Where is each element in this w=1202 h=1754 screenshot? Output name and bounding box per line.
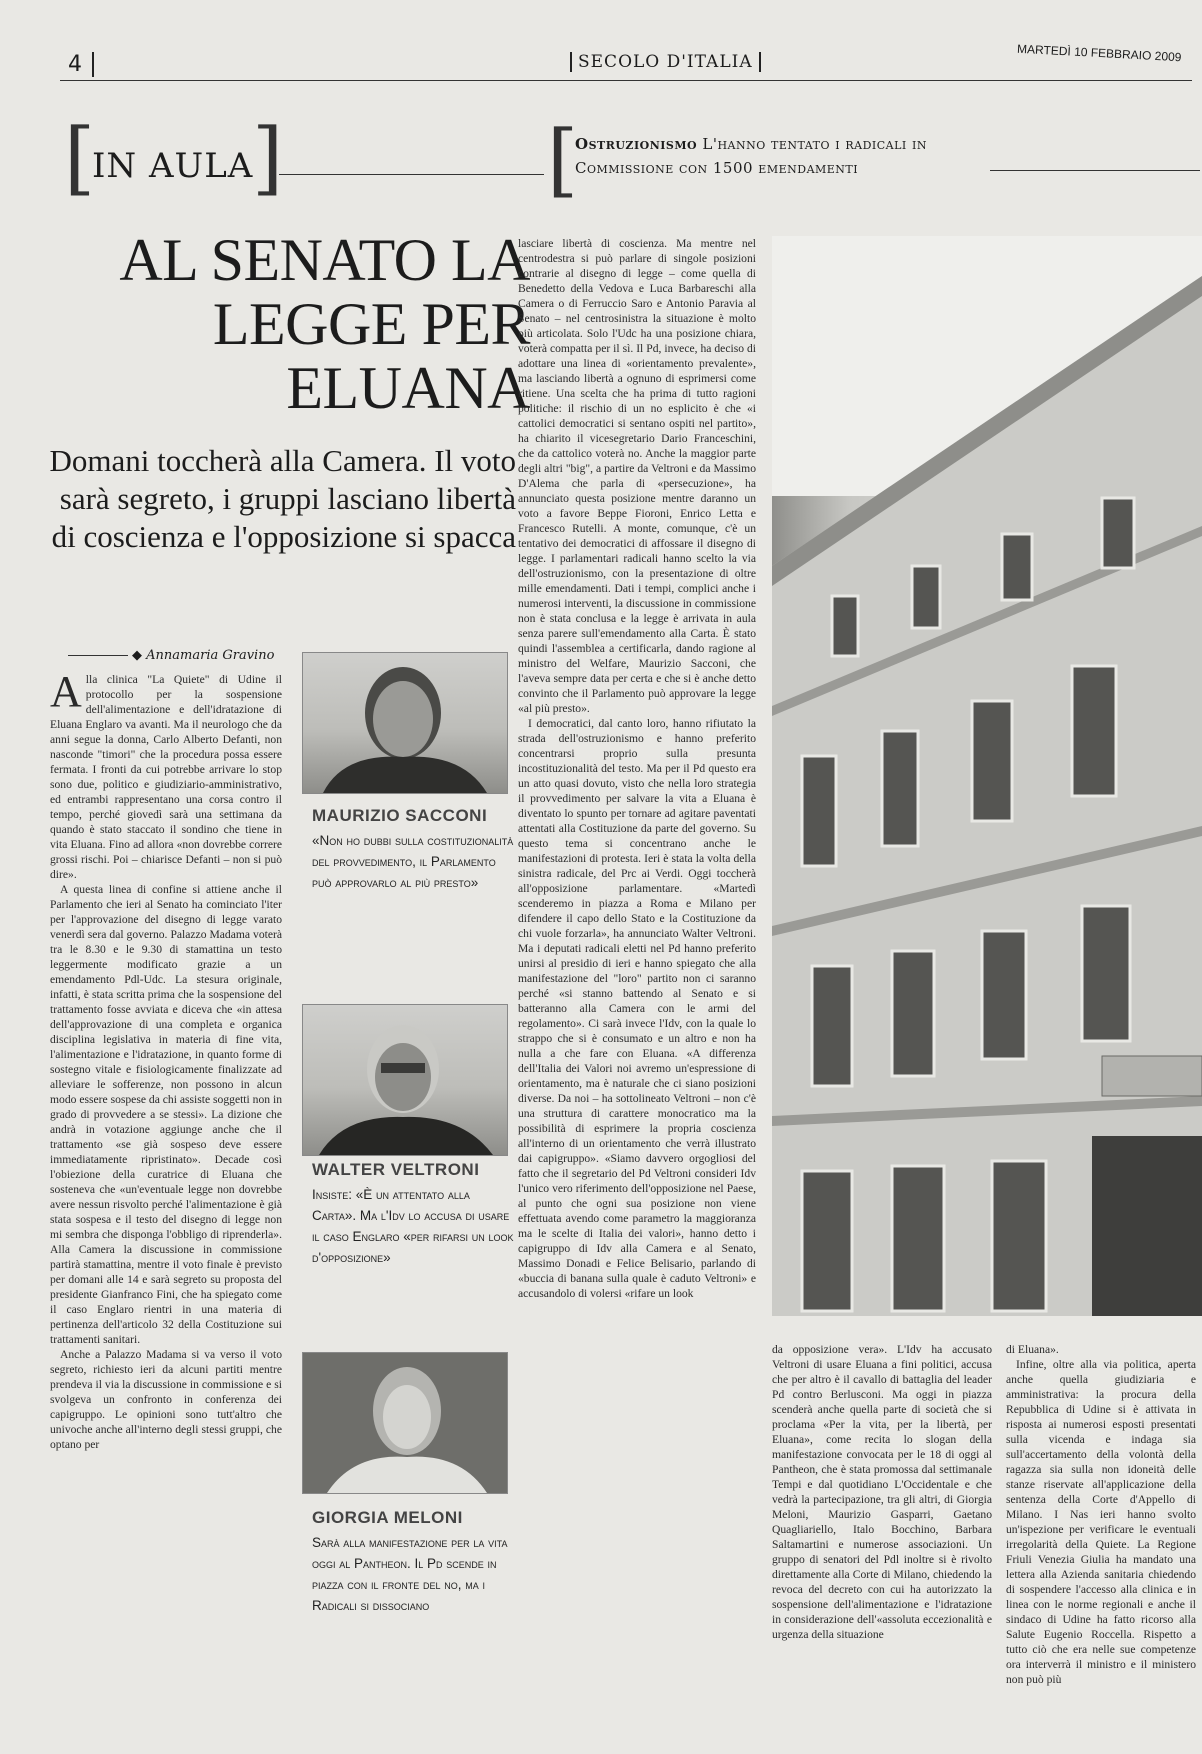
byline-author: Annamaria Gravino: [146, 648, 275, 663]
paragraph: di Eluana».: [1006, 1343, 1059, 1356]
paragraph: Anche a Palazzo Madama si va verso il voto segreto, richiesto ieri da alcuni partiti mentre prendeva il via la discussione in commissione e si svolgeva un confronto in conferenza dei capigruppo. Le opinioni sono tutt'altro che univoche anche all'interno degli stessi gruppi, che optano per: [50, 1348, 282, 1451]
bracket-open-icon: [: [64, 111, 96, 204]
portrait-silhouette-icon: [303, 653, 507, 793]
byline-rule: [68, 655, 128, 656]
bracket-open-icon: [: [547, 113, 579, 206]
kicker-bold: Ostruzionismo: [575, 135, 698, 153]
byline: ◆ Annamaria Gravino: [68, 648, 288, 663]
page-number: 4: [68, 52, 94, 77]
portrait-silhouette-icon: [303, 1005, 507, 1155]
headline: AL SENATO LA LEGGE PER ELUANA: [119, 227, 530, 421]
kicker-rule: [990, 170, 1200, 171]
article-column-3: [772, 1342, 992, 1742]
kicker-text: [575, 132, 967, 180]
sidebar-name: WALTER VELTRONI: [312, 1160, 480, 1179]
drop-cap: A: [50, 672, 82, 716]
paragraph: da opposizione vera». L'Idv ha accusato Veltroni di usare Eluana a fini politici, accusa che per altro è il cavallo di battaglia del leader Pd contro Berlusconi. Ma oggi in piazza scenderà anche quella parte di società che si proclama «Per la vita, per la libertà, per Eluana», come recita lo slogan della manifestazione convocata per le 18 di oggi al Pantheon, che è stata promossa dal settimanale Tempi e dal quotidiano L'Occidentale e che vedrà la partecipazione, tra gli altri, di Giorgia Meloni, Maurizio Gasparri, Gaetano Quagliariello, Italo Bocchino, Barbara Saltamartini e numerose associazioni. Un gruppo di senatori del Pdl inoltre si è rivolto direttamente alla Corte di Milano, chiedendo la revoca del decreto con cui ha autorizzato la sospensione dell'alimentazione e l'idratazione in considerazione dell'«assoluta eccezionalità e urgenza della situazione: [772, 1343, 992, 1641]
sidebar-quote: «Non ho dubbi sulla costituzionalità del provvedimento, il Parlamento può approvarlo al più presto»: [312, 833, 514, 890]
kicker-body: L'hanno tentato i radicali in Commissione con 1500 emendamenti: [575, 135, 927, 177]
sidebar-quote: Insiste: «È un attentato alla Carta». Ma l'Idv lo accusa di usare il caso Englaro «per rifarsi un look d'opposizione»: [312, 1187, 514, 1265]
portrait-sacconi: [302, 652, 508, 794]
building-facade-icon: [772, 236, 1202, 1316]
paragraph: I democratici, dal canto loro, hanno rifiutato la strada dell'ostruzionismo e hanno preferito concentrarsi proprio sulla presunta incostituzionalità del testo. Ma per il Pd questo era un atto quasi dovuto, visto che nella loro strategia il provvedimento per salvare la vita a Eluana è diventato lo spunto per tornare ad agitare paventati attentati alla Costituzione da parte del governo. Su questo tema si concentrano anche le manifestazioni di protesta. Ieri è stata la volta della sinistra radicale, del Prc ai Verdi. Oggi toccherà all'opposizione parlamentare. «Martedì scenderemo in piazza a Roma e Milano per difendere il capo dello Stato e la Costituzione da chi vuole forzarla», ha annunciato Walter Veltroni. Ma i deputati radicali eletti nel Pd hanno preferito unirsi al presidio di ieri e hanno spiegato che alla manifestazione del "loro" partito non ci saranno perché «si stanno battendo al Senato e si batteranno alla Camera con le armi del regolamento». Ci sarà invece l'Idv, con la quale lo strappo che si è consumato e un altro e non ha nulla a che fare con Eluana. «A differenza dell'Italia dei Valori noi avremo un'espressione di orientamento, ma è naturale che ci siano posizioni diverse. Da noi – ha sottolineato Veltroni – non c'è una struttura di carattere monocratico ma la possibilità di esprimere la propria coscienza all'interno di un orientamento che verrà illustrato dai capigruppo». «Siamo davvero orgogliosi del fatto che il segretario del Pd Veltroni consideri Idv l'unico vero riferimento dell'opposizione nel Paese, al punto che ogni sua posizione non viene effettuata avendo come parametro la maggioranza ma le scelte di Italia dei valori», hanno detto i capigruppo di Idv alla Camera e al Senato, Massimo Donadi e Felice Belisario, parlando di «buccia di banana sulla quale è caduto Veltroni» e accusandolo di volersi «rifare un look: [518, 717, 756, 1300]
paragraph: Infine, oltre alla via politica, aperta anche quella giudiziaria e amministrativa: la procura della Repubblica di Udine si è attivata in risposta ai numerosi esposti presentati sulla vicenda e indaga sia sull'accertamento della volontà della ragazza sia sulla non idoneità delle stanze riservate all'applicazione della sentenza della Corte d'Appello di Milano. I Nas ieri hanno svolto un'ispezione per verificare le eventuali irregolarità della Quiete. La Regione Friuli Venezia Giulia ha mandato una lettera alla Azienda sanitaria chiedendo di sospendere l'accesso alla clinica e in linea con le norme regionali e anche il sindaco di Udine ha fatto ricorso alla Salute Eugenio Roccella. Rispetto a tutto ciò che era nelle sue competenze ora interverrà il ministro e il ministero non può più: [1006, 1358, 1196, 1686]
masthead: [60, 41, 1192, 81]
section-rule: [279, 174, 544, 175]
palazzo-madama-photo: [772, 236, 1202, 1316]
article-column-1: [50, 672, 282, 1744]
sidebar-quote: Sarà alla manifestazione per la vita oggi al Pantheon. Il Pd scende in piazza con il fronte del no, ma i Radicali si dissociano: [312, 1535, 508, 1613]
kicker: [547, 113, 967, 206]
bracket-close-icon: ]: [252, 111, 284, 204]
deck: Domani toccherà alla Camera. Il voto sarà segreto, i gruppi lasciano libertà di coscienza e l'opposizione si spacca: [49, 443, 516, 554]
issue-date: MARTEDÌ 10 FEBBRAIO 2009: [1017, 41, 1183, 65]
portrait-silhouette-icon: [303, 1353, 507, 1493]
paragraph-text: lla clinica "La Quiete" di Udine il protocollo per la sospensione dell'alimentazione e dell'idratazione di Eluana Englaro va avanti. Ma il neurologo che da anni segue la donna, Carlo Alberto Defanti, non nasconde "timori" che la procedura possa essere fermata. I fronti da cui potrebbe arrivare lo stop sono due, politico e giudiziario-amministrativo, ed entrambi rappresentano una corsa contro il tempo, perché giovedì sarà una settimana da quando è stato staccato il sondino che tiene in vita Eluana. Fino ad allora «non dovrebbe correre grossi rischi. Poi – chiarisce Defanti – non si può dire».: [50, 673, 282, 881]
paragraph: [50, 672, 282, 882]
portrait-meloni: [302, 1352, 508, 1494]
publication-name: SECOLO D'ITALIA: [570, 52, 761, 72]
paragraph: lasciare libertà di coscienza. Ma mentre nel centrodestra si può parlare di singole posizioni contrarie al disegno di legge – come quella di Benedetto della Vedova e Luca Barbareschi alla Camera o di Ferruccio Saro e Antonio Paravia al Senato – nel centrosinistra la situazione è molto più articolata. Solo l'Udc ha una posizione chiara, voterà compatta per il sì. Il Pd, invece, ha deciso di adottare una linea di «orientamento prevalente», ma lasciando libertà a ognuno di esprimersi come ritiene. Una scelta che ha prima di tutto ragioni politiche: il rischio di un no esplicito è che «i cattolici democratici si sentano ospiti nel partito», ha chiarito il vicesegretario Dario Franceschini, che da cattolico voterà no. Anche la maggior parte degli altri "big", a partire da Veltroni e da Massimo D'Alema che parla di «persecuzione», ha annunciato questa posizione mentre daranno un voto a favore Beppe Fioroni, Enrico Letta e Francesco Rutelli. A monte, comunque, c'è un tentativo dei democratici di affossare il disegno di legge. I parlamentari radicali hanno scelto la via dell'ostruzionismo, con la presentazione di oltre mille emendamenti. Dati i tempi, complici anche i numerosi interventi, la discussione in commissione non è stata conclusa e la legge è arrivata in aula senza parere sull'emendamento alla Carta. È stato quindi l'assemblea a certificarla, dando ragione al ministro del Welfare, Maurizio Sacconi, che l'aveva sempre data per certa e che si è anche detto convinto che il Parlamento può approvare la legge «al più presto».: [518, 237, 756, 715]
sidebar-name: MAURIZIO SACCONI: [312, 806, 488, 825]
article-column-2: [518, 236, 756, 1744]
portrait-veltroni: [302, 1004, 508, 1156]
section-label: [64, 111, 544, 204]
paragraph: A questa linea di confine si attiene anche il Parlamento che ieri al Senato ha cominciato l'iter per l'approvazione del disegno di legge varato venerdì sera dal governo. Palazzo Madama voterà tra le 8.30 e le 9.30 di stamattina un testo leggermente modificato grazie a un emendamento Pdl-Udc. La stesura originale, infatti, è stata scritta prima che la sospensione del trattamento fosse avviata e diceva che «in attesa dell'approvazione di una completa e organica disciplina legislativa in materia di fine vita, l'alimentazione e l'idratazione, in quanto forme di sostegno vitale e fisiologicamente finalizzate ad alleviare le sofferenze, non possono in alcun modo essere sospese da chi assiste soggetti non in grado di provvedere a se stessi». La dizione che andrà in votazione aggiunge anche che il trattamento «se già sospeso deve essere immediatamente ripristinato». Decade così l'obiezione della curatrice di Eluana che sosteneva che «un'eventuale legge non dovrebbe avere nessun risvolto perché l'alimentazione è già stata sospesa e il testo del disegno di legge non mi sembra che disponga l'obbligo di riprenderla». Alla Camera la discussione in commissione partirà stamattina, mentre il voto finale è previsto per domani alle 14 e sarà segreto su proposta del presidente Gianfranco Fini, che ha spiegato come il caso Englaro rientri in una materia di pertinenza dell'articolo 32 della Costituzione sui trattamenti sanitari.: [50, 883, 282, 1346]
article-column-4: [1006, 1342, 1196, 1742]
sidebar-name: GIORGIA MELONI: [312, 1508, 463, 1527]
section-title: IN AULA: [92, 146, 254, 186]
